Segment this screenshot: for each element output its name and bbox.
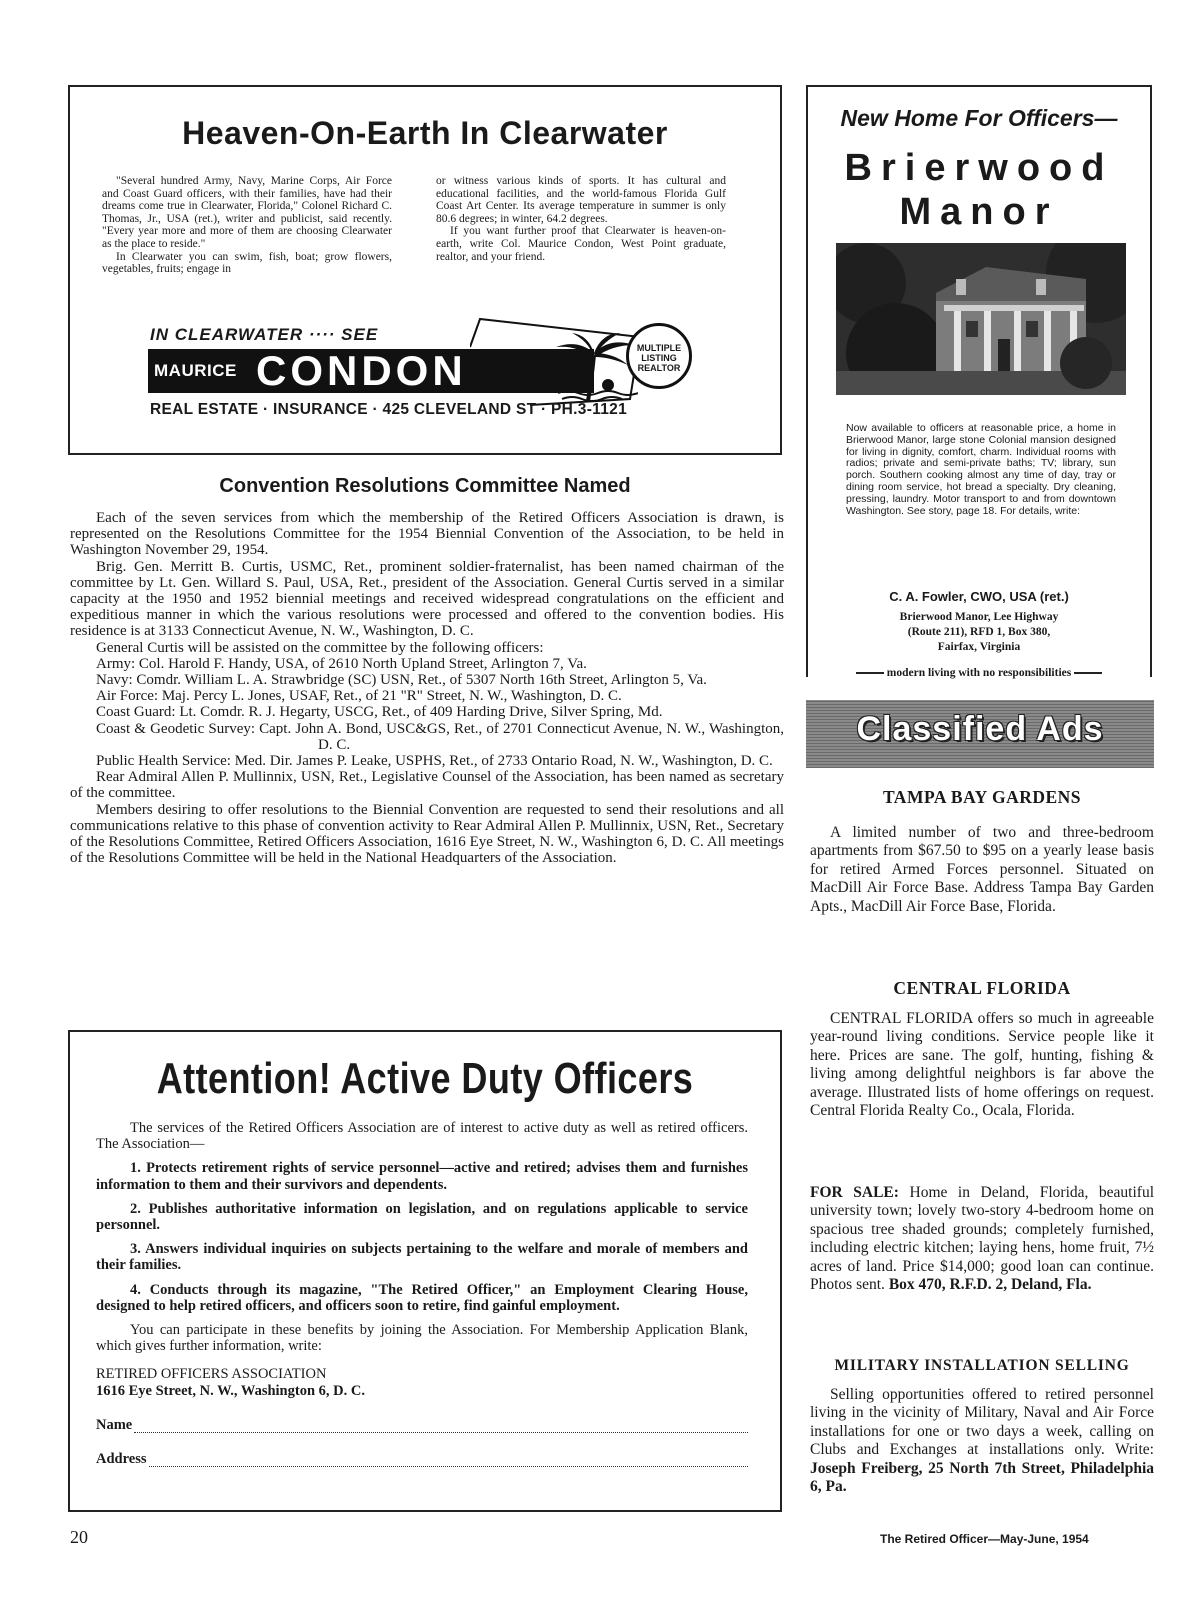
- classified-heading: TAMPA BAY GARDENS: [882, 787, 1082, 807]
- tagline-text: modern living with no responsibilities: [886, 667, 1072, 679]
- mansion-illustration: [836, 243, 1126, 395]
- classified-text: [810, 1386, 1154, 1496]
- publication-footer: The Retired Officer—May-June, 1954: [880, 1532, 1089, 1546]
- classified-heading: CENTRAL FLORIDA: [893, 978, 1071, 998]
- condon-address: REAL ESTATE · INSURANCE · 425 CLEVELAND ST · PH.3-1121: [150, 401, 627, 418]
- officer-entry: Navy: Comdr. William L. A. Strawbridge (SC) USN, Ret., of 5307 North 16th Street, Arlington 5, Va.: [96, 672, 707, 689]
- classified-text: [810, 1184, 1154, 1294]
- attention-point: 2. Publishes authoritative information on legislation, and on regulations applicable to service personnel.: [96, 1200, 748, 1234]
- officer-entry: Army: Col. Harold F. Handy, USA, of 2610 North Upland Street, Arlington 7, Va.: [96, 655, 587, 672]
- palm-tree-icon: [548, 331, 638, 403]
- contact-address: [808, 610, 1150, 655]
- contact-name: C. A. Fowler, CWO, USA (ret.): [889, 589, 1069, 604]
- contact-address-line: Fairfax, Virginia: [937, 641, 1021, 653]
- brierwood-contact: [808, 589, 1150, 655]
- name-field-line[interactable]: [134, 1421, 748, 1433]
- heaven-col2-para: or witness various kinds of sports. It has cultural and educational facilities, and the world-famous Florida Gulf Coast Art Center. Its average temperature in summer is only 80.6 degrees; in winter, 64.2 degrees.: [436, 175, 726, 225]
- for-sale-contact: Box 470, R.F.D. 2, Deland, Fla.: [888, 1276, 1092, 1294]
- badge-line: REALTOR: [637, 363, 681, 373]
- heaven-column-2: [436, 175, 726, 263]
- heaven-column-1: [102, 175, 392, 276]
- brierwood-manor-ad: [806, 85, 1152, 677]
- address-field-line[interactable]: [149, 1455, 749, 1467]
- military-selling-body: Selling opportunities offered to retired personnel living in the vicinity of Military, Naval and Air Force installations for one or two days a week, calling on Clubs and Exchanges at installations only. Write:: [810, 1386, 1154, 1459]
- brierwood-mansion-photo: [836, 243, 1126, 395]
- classified-ads-banner: [806, 700, 1154, 768]
- military-selling-contact: Joseph Freiberg, 25 North 7th Street, Philadelphia 6, Pa.: [810, 1459, 1154, 1496]
- officer-entry: Coast & Geodetic Survey: Capt. John A. Bond, USC&GS, Ret., of 2701 Connecticut Avenue, N. W., Washington, D. C.: [96, 720, 784, 753]
- classified-text: A limited number of two and three-bedroom apartments from $67.50 to $95 on a yearly lease basis for retired Armed Forces personnel. Situated on MacDill Air Force Base. Address Tampa Bay Garden Apts., MacDill Air Force Base, Florida.: [810, 824, 1154, 915]
- heaven-col2-para: If you want further proof that Clearwater is heaven-on-earth, write Col. Maurice Condon, West Point graduate, realtor, and your friend.: [436, 225, 726, 263]
- brierwood-name: Brierwood: [844, 147, 1114, 189]
- badge-line: MULTIPLE: [636, 343, 682, 353]
- convention-paragraph: Rear Admiral Allen P. Mullinnix, USN, Ret., Legislative Counsel of the Association, has been named as secretary of the committee.: [70, 769, 784, 802]
- classified-heading: MILITARY INSTALLATION SELLING: [834, 1357, 1130, 1374]
- convention-title: Convention Resolutions Committee Named: [219, 475, 631, 497]
- convention-paragraph: Each of the seven services from which the membership of the Retired Officers Association is drawn, is represented on the Resolutions Committee for the 1954 Biennial Convention of the Association, to be held in Washington November 29, 1954.: [70, 510, 784, 559]
- address-field-row[interactable]: [96, 1451, 748, 1467]
- officer-entry: Air Force: Maj. Percy L. Jones, USAF, Ret., of 21 "R" Street, N. W., Washington, D. C.: [96, 688, 622, 705]
- attention-body: [96, 1120, 748, 1467]
- condon-name-bar: [148, 349, 594, 393]
- heaven-col1-para: In Clearwater you can swim, fish, boat; grow flowers, vegetables, fruits; engage in: [102, 250, 392, 276]
- classified-ad-body: [810, 1386, 1154, 1496]
- page-number: 20: [70, 1527, 88, 1547]
- brierwood-tagline: [808, 667, 1150, 679]
- heaven-title: Heaven-On-Earth In Clearwater: [182, 115, 668, 151]
- badge-line: LISTING: [641, 353, 677, 363]
- attention-title: Attention! Active Duty Officers: [156, 1054, 694, 1103]
- name-field-row[interactable]: [96, 1417, 748, 1433]
- tagline-rule-right: [1074, 672, 1102, 674]
- convention-paragraph: Members desiring to offer resolutions to the Biennial Convention are requested to send their resolutions and all communications relative to this phase of convention activity to Rear Admiral Allen P. Mullinnix, USN, Ret., Secretary of the Resolutions Committee, Retired Officers Association, 1616 Eye Street, N. W., Washington 6, D. C. All meetings of the Resolutions Committee will be held in the National Headquarters of the Association.: [70, 801, 784, 867]
- classified-ads-title: Classified Ads: [856, 710, 1104, 748]
- tagline-rule-left: [856, 672, 884, 674]
- officer-entry: Coast Guard: Lt. Comdr. R. J. Hegarty, USCG, Ret., of 409 Harding Drive, Silver Spring, Md.: [96, 704, 663, 721]
- attention-active-duty-box: [68, 1030, 782, 1512]
- classified-ad-body: [810, 824, 1154, 916]
- for-sale-lead: FOR SALE:: [810, 1184, 899, 1201]
- classified-ad-body: [810, 1184, 1154, 1294]
- name-field-label: Name: [96, 1416, 133, 1433]
- condon-first-name: MAURICE: [154, 361, 237, 380]
- attention-outro: You can participate in these benefits by joining the Association. For Membership Application Blank, which gives further information, write:: [96, 1322, 748, 1355]
- association-address-block: [96, 1366, 748, 1398]
- association-name: RETIRED OFFICERS ASSOCIATION: [96, 1366, 327, 1383]
- attention-point: 4. Conducts through its magazine, "The Retired Officer," an Employment Clearing House, designed to help retired officers, and officers soon to retire, find gainful employment.: [96, 1281, 748, 1314]
- for-sale-body: Home in Deland, Florida, beautiful university town; lovely two-story 4-bedroom home on spacious tree shaded grounds; completely furnished, including electric kitchen; laying hens, home fruit, 7½ acres of land. Price $14,000; good loan can continue. Photos sent.: [810, 1184, 1155, 1294]
- attention-point: 1. Protects retirement rights of service personnel—active and retired; advises them and furnishes information to them and their survivors and dependents.: [96, 1160, 748, 1193]
- brierwood-name: Manor: [899, 191, 1059, 233]
- attention-intro: The services of the Retired Officers Association are of interest to active duty as well as retired officers. The Association—: [96, 1120, 748, 1153]
- convention-article-body: [70, 510, 784, 866]
- multiple-listing-realtor-badge: [626, 323, 692, 389]
- contact-address-line: (Route 211), RFD 1, Box 380,: [907, 626, 1051, 638]
- classified-text: CENTRAL FLORIDA offers so much in agreeable year-round living conditions. Service people like it here. Prices are sane. The golf, hunting, fishing & living among delightful neighbors is far above the average. Illustrated lists of home offerings on request. Central Florida Realty Co., Ocala, Florida.: [810, 1010, 1154, 1120]
- brierwood-description: Now available to officers at reasonable price, a home in Brierwood Manor, large stone Colonial mansion designed for living in dignity, comfort, charm. Individual rooms with radios; private and semi-private baths; TV; library, sun porch. Southern cooking almost any time of day, tray or dining room service, hot bread a specialty. Dry cleaning, pressing, laundry. Motor transport to and from downtown Washington. See story, page 18. For details, write:: [846, 422, 1116, 517]
- contact-address-line: Brierwood Manor, Lee Highway: [899, 611, 1059, 623]
- classified-ad-body: [810, 1010, 1154, 1120]
- address-field-label: Address: [96, 1451, 147, 1468]
- attention-point: 3. Answers individual inquiries on subjects pertaining to the welfare and morale of members and their families.: [96, 1241, 748, 1274]
- convention-paragraph: General Curtis will be assisted on the committee by the following officers:: [96, 639, 544, 656]
- heaven-col1-para: "Several hundred Army, Navy, Marine Corps, Air Force and Coast Guard officers, with their families, have had their dreams come true in Clearwater, Florida," Colonel Richard C. Thomas, Jr., USA (ret.), writer and publicist, said recently. "Every year more and more of them are choosing Clearwater as the place to reside.": [102, 175, 392, 250]
- brierwood-headline: New Home For Officers—: [840, 105, 1118, 131]
- condon-see-line: IN CLEARWATER ···· SEE: [150, 325, 379, 344]
- officer-entry: Public Health Service: Med. Dir. James P. Leake, USPHS, Ret., of 2733 Ontario Road, N. W., Washington, D. C.: [96, 753, 773, 770]
- condon-last-name: CONDON: [256, 347, 467, 394]
- convention-paragraph: Brig. Gen. Merritt B. Curtis, USMC, Ret., prominent soldier-fraternalist, has been named chairman of the committee by Lt. Gen. Willard S. Paul, USA, Ret., president of the Association. General Curtis served in a similar capacity at the 1950 and 1952 biennial meetings and received widespread congratulations on the efficient and expeditious manner in which the various resolutions were processed and offered to the convention bodies. His residence is at 3133 Connecticut Avenue, N. W., Washington, D. C.: [70, 558, 784, 640]
- association-address: 1616 Eye Street, N. W., Washington 6, D. C.: [96, 1382, 365, 1399]
- heaven-on-earth-ad: [68, 85, 782, 455]
